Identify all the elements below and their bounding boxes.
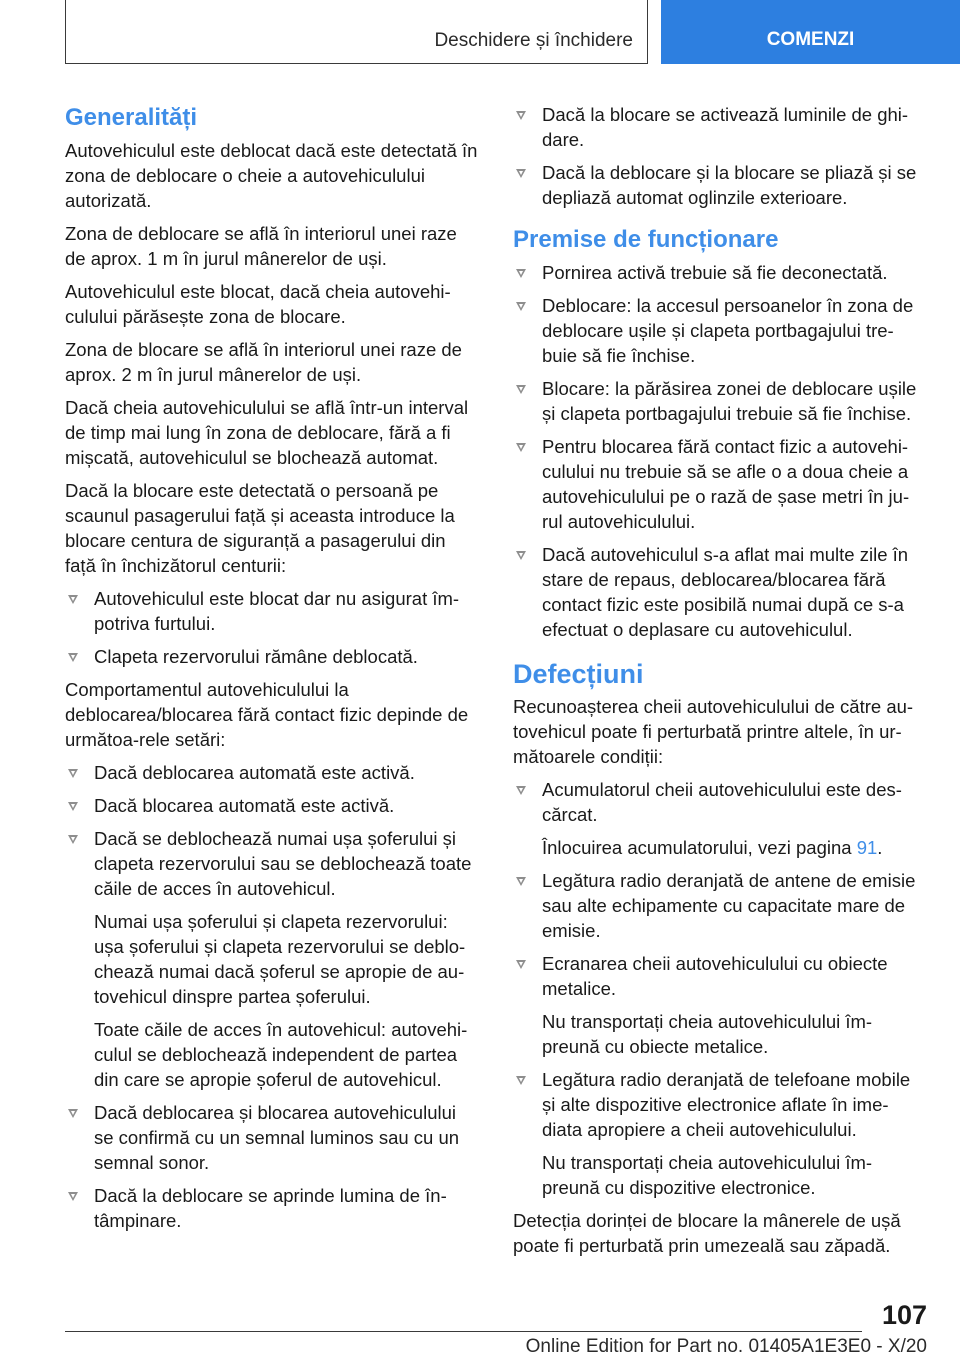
bullet-list — [65, 586, 479, 669]
list-item-text: Dacă blocarea automată este activă. — [94, 795, 395, 816]
bullet-list — [513, 102, 928, 210]
section-title-prerequisites: Premise de funcționare — [513, 226, 779, 253]
subtext-end: . — [877, 837, 883, 858]
bullet-triangle-icon — [68, 769, 78, 778]
list-item-text: Dacă se deblochează numai ușa șoferului și clapeta rezervorului sau se deblochează toate căile de acces în autovehicul. — [94, 828, 472, 899]
list-item-text: Dacă la deblocare se aprinde lumina de în-tâmpinare. — [94, 1185, 447, 1231]
paragraph: Comportamentul autovehiculului la deblocarea/blocarea fără contact fizic depinde de următoa-rele setări: — [65, 679, 469, 750]
section-title-general: Generalități — [65, 104, 198, 131]
list-item-text: Dacă la blocare se activează luminile de ghi-dare. — [542, 104, 909, 150]
paragraph: Zona de deblocare se află în interiorul unei raze de aprox. 1 m în jurul mânerelor de uși. — [65, 223, 457, 269]
bullet-list — [65, 760, 479, 1233]
list-item — [513, 293, 928, 368]
list-item — [65, 826, 479, 1092]
list-item — [513, 376, 928, 426]
bullet-triangle-icon — [516, 111, 526, 120]
bullet-triangle-icon — [516, 877, 526, 886]
paragraph: Dacă la blocare este detectată o persoană pe scaunul pasagerului față și aceasta introduce la blocare centura de siguranță a pasagerului din față în închizătorul centurii: — [65, 480, 455, 576]
list-item-text: Dacă autovehiculul s-a aflat mai multe zile în stare de repaus, deblocarea/blocarea fără contact fizic este posibilă numai după ce s-a efectuat o deplasare cu autovehiculul. — [542, 544, 909, 640]
paragraph: Detecția dorinței de blocare la mânerele de ușă poate fi perturbată prin umezeală sau zăpadă. — [513, 1210, 901, 1256]
subtext-body: Înlocuirea acumulatorului, vezi pagina — [542, 837, 857, 858]
list-item — [65, 1100, 479, 1175]
bullet-triangle-icon — [516, 269, 526, 278]
list-item-text: Ecranarea cheii autovehiculului cu obiecte metalice. — [542, 953, 888, 999]
list-item-text: Pornirea activă trebuie să fie deconectată. — [542, 262, 888, 283]
bullet-triangle-icon — [68, 1109, 78, 1118]
list-item — [513, 542, 928, 642]
page-number: 107 — [881, 1300, 927, 1330]
paragraph: Zona de blocare se află în interiorul unei raze de aprox. 2 m în jurul mânerelor de uși. — [65, 339, 462, 385]
left-column — [65, 102, 479, 1241]
header-frame — [65, 0, 648, 64]
list-item-subtext: Nu transportați cheia autovehiculului îm-preună cu dispozitive electronice. — [542, 1152, 873, 1198]
bullet-triangle-icon — [516, 786, 526, 795]
bullet-triangle-icon — [516, 302, 526, 311]
list-item — [65, 1183, 479, 1233]
list-item-text: Clapeta rezervorului rămâne deblocată. — [94, 646, 418, 667]
paragraph: Autovehiculul este blocat, dacă cheia autovehi-culului părăsește zona de blocare. — [65, 281, 451, 327]
list-item — [513, 102, 928, 152]
section-title-malfunctions: Defecțiuni — [513, 659, 644, 689]
bullet-triangle-icon — [516, 443, 526, 452]
list-item — [513, 1067, 928, 1200]
list-item — [513, 260, 928, 285]
list-item-text: Deblocare: la accesul persoanelor în zona de deblocare ușile și clapeta portbagajului tre-buie să fie închise. — [542, 295, 914, 366]
list-item — [65, 644, 479, 669]
paragraph: Autovehiculul este deblocat dacă este detectată în zona de deblocare o cheie a autovehiculului autorizată. — [65, 140, 478, 211]
bullet-triangle-icon — [516, 1076, 526, 1085]
list-item-text: Pentru blocarea fără contact fizic a autovehi-culului nu trebuie să se afle o a doua cheie a autovehiculului pe o rază de șase metri în ju-rul autovehiculului. — [542, 436, 910, 532]
list-item-subtext: Nu transportați cheia autovehiculului îm-preună cu obiecte metalice. — [542, 1011, 873, 1057]
list-item-text: Dacă deblocarea și blocarea autovehiculului se confirmă cu un semnal luminos sau cu un semnal sonor. — [94, 1102, 460, 1173]
header-section-title: Deschidere și închidere — [434, 30, 633, 51]
page-reference-link[interactable]: 91 — [856, 837, 878, 858]
right-column — [513, 102, 928, 1266]
bullet-triangle-icon — [68, 595, 78, 604]
list-item-text: Acumulatorul cheii autovehiculului este des-cărcat. — [542, 779, 902, 825]
list-item-subtext: Toate căile de acces în autovehicul: autovehi-culul se deblochează independent de partea din care se apropie șoferul de autovehicul. — [94, 1019, 468, 1090]
bullet-triangle-icon — [516, 385, 526, 394]
list-item — [65, 760, 479, 785]
bullet-list — [513, 260, 928, 642]
footer-edition-text: Online Edition for Part no. 01405A1E3E0 - X/20 — [525, 1336, 927, 1357]
list-item-text: Legătura radio deranjată de antene de emisie sau alte echipamente cu capacitate mare de emisie. — [542, 870, 916, 941]
paragraph: Dacă cheia autovehiculului se află într-un interval de timp mai lung în zona de deblocare, fără a fi mișcată, autovehiculul se blochează automat. — [65, 397, 469, 468]
bullet-triangle-icon — [516, 551, 526, 560]
bullet-triangle-icon — [68, 835, 78, 844]
list-item — [513, 434, 928, 534]
bullet-list — [513, 777, 928, 1200]
list-item — [513, 951, 928, 1059]
list-item-text: Legătura radio deranjată de telefoane mobile și alte dispozitive electronice aflate în ime-diata apropiere a cheii autovehiculului. — [542, 1069, 911, 1140]
footer-divider — [65, 1331, 862, 1332]
list-item — [65, 586, 479, 636]
list-item-text: Dacă deblocarea automată este activă. — [94, 762, 415, 783]
bullet-triangle-icon — [68, 1192, 78, 1201]
list-item — [513, 868, 928, 943]
list-item-subtext: Numai ușa șoferului și clapeta rezervorului: ușa șoferului și clapeta rezervorului se deblo-chează numai dacă șoferul se apropie de au-tovehicul dinspre partea șoferului. — [94, 911, 466, 1007]
list-item-text: Blocare: la părăsirea zonei de deblocare ușile și clapeta portbagajului trebuie să fie închise. — [542, 378, 917, 424]
list-item — [513, 777, 928, 860]
list-item — [65, 793, 479, 818]
header-chapter-tab: COMENZI — [661, 0, 960, 64]
list-item-text: Dacă la deblocare și la blocare se pliază și se depliază automat oglinzile exterioare. — [542, 162, 917, 208]
list-item-subtext — [542, 835, 928, 860]
bullet-triangle-icon — [68, 653, 78, 662]
paragraph: Recunoașterea cheii autovehiculului de către au-tovehicul poate fi perturbată printre altele, în ur-mătoarele condiții: — [513, 696, 914, 767]
list-item-text: Autovehiculul este blocat dar nu asigurat îm-potriva furtului. — [94, 588, 460, 634]
bullet-triangle-icon — [68, 802, 78, 811]
bullet-triangle-icon — [516, 960, 526, 969]
list-item — [513, 160, 928, 210]
bullet-triangle-icon — [516, 169, 526, 178]
